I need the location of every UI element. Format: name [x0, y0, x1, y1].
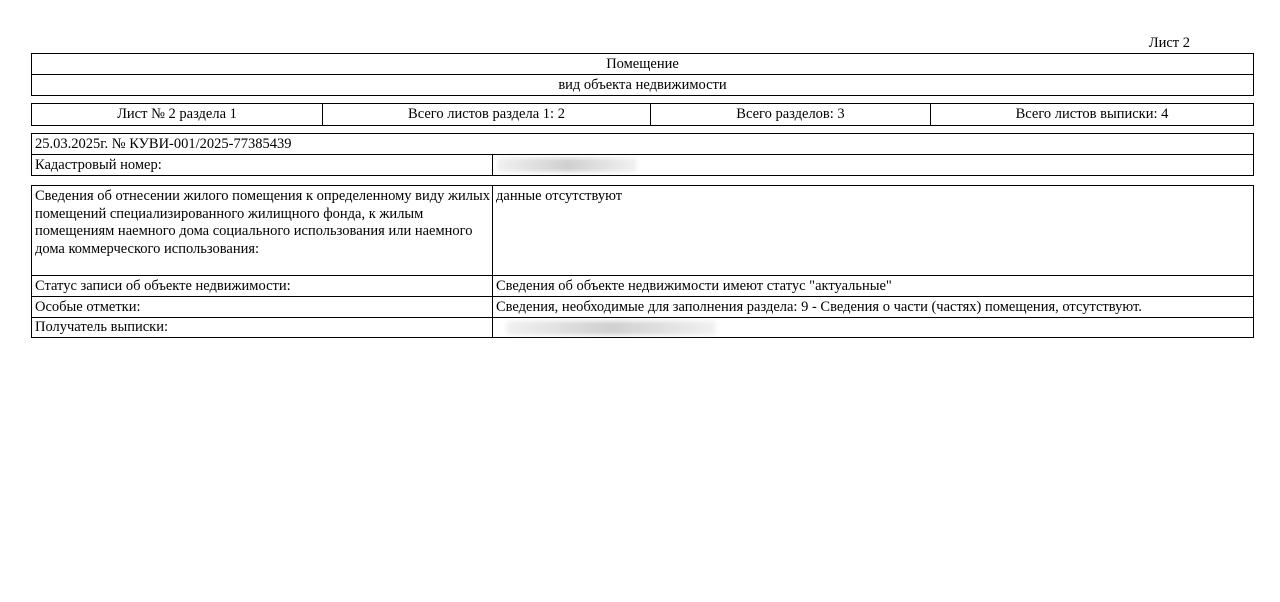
special-notes-label: Особые отметки: [32, 297, 493, 317]
cadastral-number-label: Кадастровый номер: [35, 155, 493, 175]
sheet-meta-row [31, 103, 1254, 126]
sheet-of-section: Лист № 2 раздела 1 [32, 104, 323, 125]
object-title-block [31, 53, 1254, 96]
document-number: 25.03.2025г. № КУВИ-001/2025-77385439 [35, 136, 292, 152]
special-notes-row [32, 296, 1253, 317]
record-status-row [32, 275, 1253, 296]
specialized-fund-value: данные отсутствуют [496, 188, 623, 204]
total-sheets-extract: Всего листов выписки: 4 [1015, 106, 1169, 122]
sheet-number-label: Лист 2 [1148, 35, 1190, 51]
record-status-value: Сведения об объекте недвижимости имеют статус "актуальные" [496, 278, 892, 294]
record-status-label: Статус записи об объекте недвижимости: [32, 276, 493, 296]
object-info-table [31, 185, 1254, 338]
object-name: Помещение [606, 56, 679, 72]
specialized-fund-row [32, 186, 1253, 275]
total-sheets-section: Всего листов раздела 1: 2 [323, 104, 651, 125]
object-type-caption: вид объекта недвижимости [32, 74, 1253, 95]
recipient-label: Получатель выписки: [32, 318, 493, 337]
document-number-row [32, 134, 1253, 154]
special-notes-value: Сведения, необходимые для заполнения раздела: 9 - Сведения о части (частях) помещения, отсутствуют. [496, 299, 1142, 315]
specialized-fund-label: Сведения об отнесении жилого помещения к определенному виду жилых помещений специализированного жилищного фонда, к жилым помещениям наемного дома социального использования или наемного дома коммерческого использования: [32, 186, 493, 275]
recipient-row [32, 317, 1253, 337]
recipient-redacted [493, 318, 1253, 337]
document-header-block [31, 133, 1254, 176]
cadastral-number-row [32, 154, 1253, 175]
cadastral-number-redacted [493, 155, 637, 175]
total-sections: Всего разделов: 3 [651, 104, 931, 125]
